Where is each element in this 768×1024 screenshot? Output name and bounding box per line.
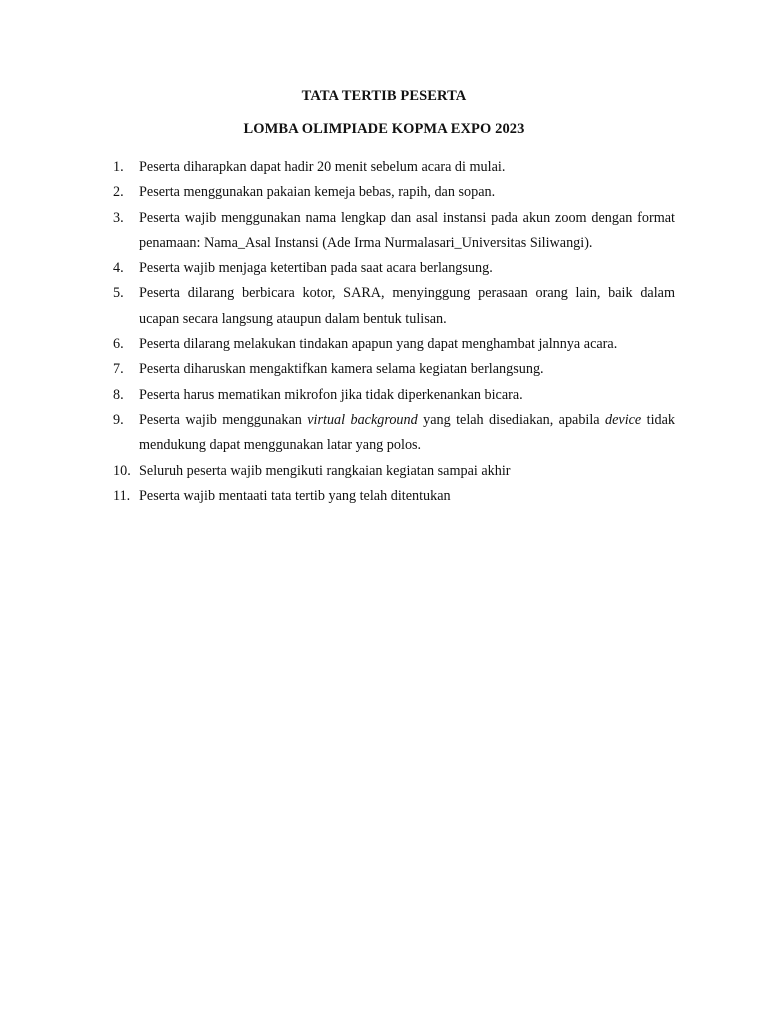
document-subtitle: LOMBA OLIMPIADE KOPMA EXPO 2023 bbox=[243, 121, 525, 137]
rule-item-3 bbox=[113, 206, 675, 257]
rule-item-7 bbox=[113, 357, 675, 382]
rules-list bbox=[113, 155, 675, 509]
rule-text: Peserta dilarang melakukan tindakan apapun yang dapat menghambat jalnnya acara. bbox=[139, 336, 618, 353]
rule-item-5 bbox=[113, 281, 675, 332]
rule-text: Peserta dilarang berbicara kotor, SARA, menyinggung perasaan orang lain, baik dalam ucapan secara langsung ataupun dalam bentuk tulisan. bbox=[139, 285, 675, 327]
rule-text: Peserta menggunakan pakaian kemeja bebas, rapih, dan sopan. bbox=[139, 184, 496, 201]
rule-text-part: tidak mendukung dapat menggunakan latar yang polos. bbox=[139, 411, 675, 454]
rule-text: Peserta wajib mentaati tata tertib yang telah ditentukan bbox=[139, 487, 451, 504]
rule-text-part: yang telah disediakan, apabila bbox=[417, 411, 605, 428]
rule-item-4 bbox=[113, 256, 675, 281]
rule-text: Peserta diharuskan mengaktifkan kamera selama kegiatan berlangsung. bbox=[139, 361, 544, 378]
rule-item-2 bbox=[113, 180, 675, 205]
rule-item-1 bbox=[113, 155, 675, 180]
rule-text: Peserta diharapkan dapat hadir 20 menit sebelum acara di mulai. bbox=[139, 159, 506, 175]
rule-number: 2. bbox=[113, 184, 124, 201]
rule-number: 4. bbox=[113, 260, 124, 277]
rule-number: 6. bbox=[113, 336, 124, 353]
rule-number: 8. bbox=[113, 386, 124, 403]
rule-number: 5. bbox=[113, 285, 124, 302]
rule-text: Peserta harus mematikan mikrofon jika tidak diperkenankan bicara. bbox=[139, 386, 523, 403]
rule-item-6 bbox=[113, 332, 675, 357]
rule-italic-term: device bbox=[605, 411, 642, 428]
rule-number: 3. bbox=[113, 209, 124, 226]
rule-number: 9. bbox=[113, 411, 124, 428]
rule-number: 7. bbox=[113, 361, 124, 378]
rule-italic-term: virtual background bbox=[307, 411, 418, 428]
document-title: TATA TERTIB PESERTA bbox=[301, 88, 467, 104]
rule-text: Seluruh peserta wajib mengikuti rangkaian kegiatan sampai akhir bbox=[139, 462, 511, 479]
rule-item-10 bbox=[113, 459, 675, 484]
rule-text-part: Peserta wajib menggunakan bbox=[139, 411, 308, 428]
rule-text: Peserta wajib menggunakan nama lengkap dan asal instansi pada akun zoom dengan format penamaan: Nama_Asal Instansi (Ade Irma Nurmalasari_Universitas Siliwangi). bbox=[139, 209, 675, 251]
rule-number: 1. bbox=[113, 159, 124, 175]
rule-text: Peserta wajib menjaga ketertiban pada saat acara berlangsung. bbox=[139, 260, 493, 277]
rule-item-11 bbox=[113, 484, 675, 509]
rule-number: 10. bbox=[113, 462, 131, 479]
rule-number: 11. bbox=[113, 487, 131, 504]
rule-item-8 bbox=[113, 383, 675, 408]
rule-item-9 bbox=[113, 408, 675, 459]
